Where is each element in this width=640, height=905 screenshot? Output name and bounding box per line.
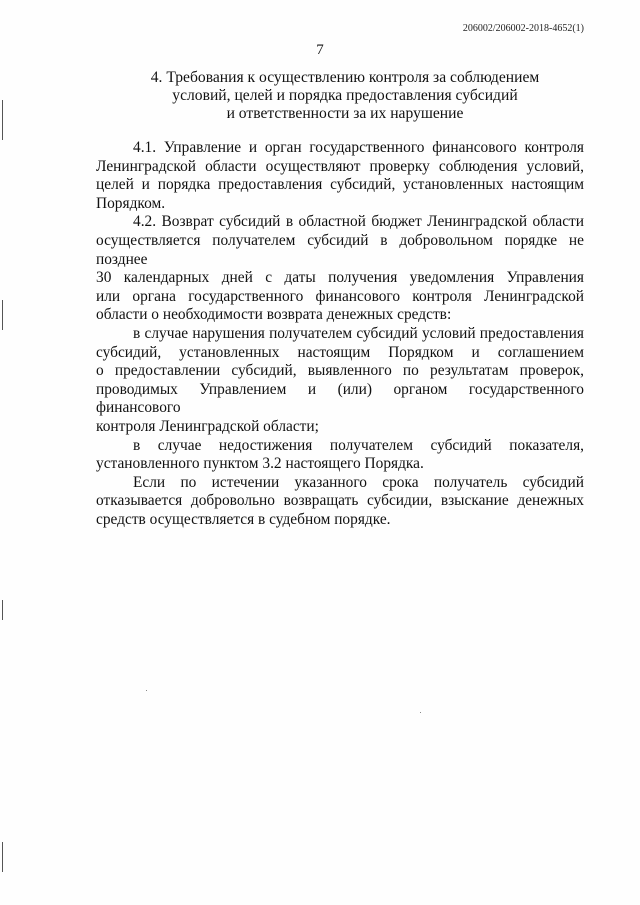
paragraph-court-recovery [96, 474, 584, 530]
paragraph-line: области о необходимости возврата денежных средств: [96, 306, 452, 324]
paragraph-line: средств осуществляется в судебном порядке. [96, 510, 391, 528]
document-id: 206002/206002-2018-4652(1) [462, 23, 584, 34]
paragraph-line: Порядком. [96, 194, 166, 212]
paragraph-4-1 [96, 139, 584, 213]
paragraph-line: проводимых Управлением и (или) органом государственного финансового [96, 380, 584, 417]
paragraph-line: Если по истечении указанного срока получатель субсидий [133, 473, 584, 491]
paragraph-line: установленного пунктом 3.2 настоящего Порядка. [96, 455, 424, 473]
document-body [96, 139, 584, 529]
paragraph-line: субсидий, установленных настоящим Порядком и соглашением [96, 343, 584, 361]
paragraph-line: 4.1. Управление и орган государственного финансового контроля [133, 139, 584, 156]
paragraph-line: Ленинградской области осуществляют проверку соблюдения условий, [96, 157, 584, 175]
heading-line: условий, целей и порядка предоставления субсидий [172, 87, 518, 104]
paragraph-line: осуществляется получателем субсидий в добровольном порядке не позднее [96, 231, 584, 268]
paragraph-line: 30 календарных дней с даты получения уведомления Управления [96, 269, 584, 287]
scan-speck [146, 690, 147, 691]
paragraph-line: контроля Ленинградской области; [96, 417, 319, 435]
paragraph-line: целей и порядка предоставления субсидий, установленных настоящим [96, 176, 584, 194]
heading-line: и ответственности за их нарушение [226, 105, 464, 122]
paragraph-4-2 [96, 213, 584, 325]
scan-edge-mark [2, 842, 3, 872]
paragraph-violation-case [96, 325, 584, 437]
paragraph-line: 4.2. Возврат субсидий в областной бюджет Ленинградской области [133, 213, 584, 231]
paragraph-line: в случае недостижения получателем субсидий показателя, [133, 436, 584, 454]
paragraph-line: о предоставлении субсидий, выявленного по результатам проверок, [96, 362, 584, 380]
paragraph-line: или органа государственного финансового контроля Ленинградской [96, 287, 584, 305]
scan-edge-mark [2, 300, 3, 330]
paragraph-line: в случае нарушения получателем субсидий условий предоставления [133, 324, 584, 342]
scan-edge-mark [2, 600, 3, 620]
page-number: 7 [316, 42, 324, 58]
heading-line: 4. Требования к осуществлению контроля за соблюдением [150, 69, 540, 86]
scan-edge-mark [2, 100, 3, 140]
section-heading [150, 69, 540, 123]
paragraph-line: отказывается добровольно возвращать субсидии, взыскание денежных [96, 492, 584, 510]
paragraph-indicator-case [96, 437, 584, 474]
scan-speck [420, 712, 421, 713]
